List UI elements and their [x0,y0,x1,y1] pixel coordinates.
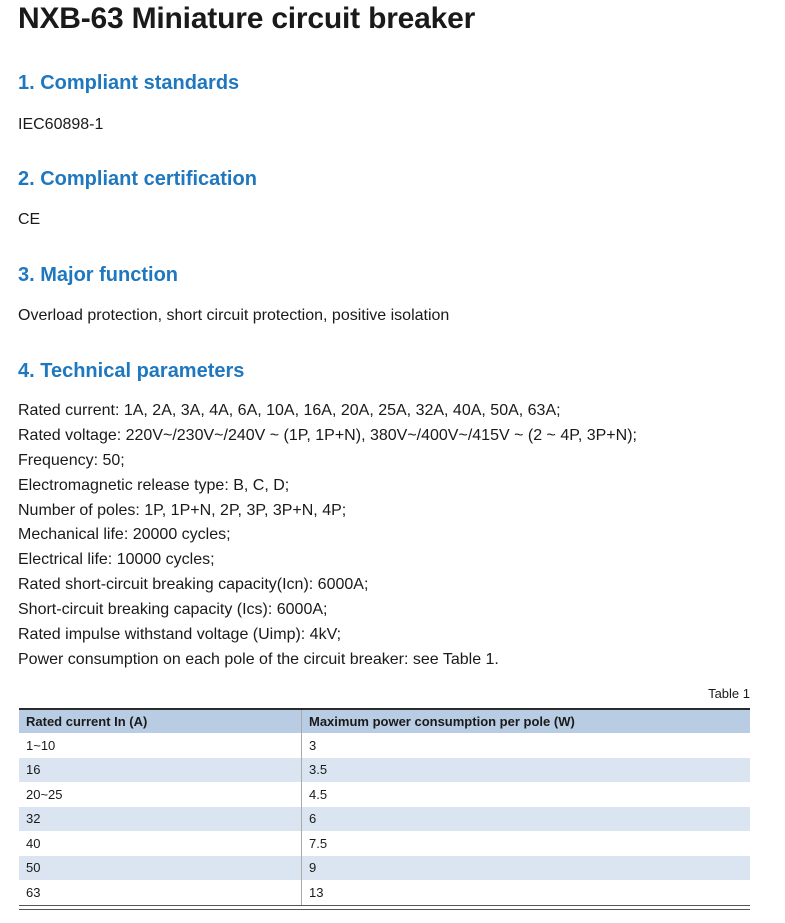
param-release-type: Electromagnetic release type: B, C, D; [18,476,290,494]
table-row [19,807,750,832]
header-max-power: Maximum power consumption per pole (W) [302,709,751,733]
function-text: Overload protection, short circuit protection, positive isolation [18,307,450,324]
cell-power: 3.5 [309,762,328,778]
cell-power: 13 [302,880,751,905]
standards-text: IEC60898-1 [18,116,104,133]
table-row [19,733,750,758]
param-power-consumption: Power consumption on each pole of the circuit breaker: see Table 1. [18,650,499,668]
table-row [19,856,750,881]
table-row [19,880,750,905]
cell-rated-current: 40 [19,831,302,856]
cell-rated-current: 20~25 [19,782,302,807]
header-rated-current: Rated current In (A) [19,709,302,733]
cell-rated-current: 32 [19,807,302,832]
param-electrical-life: Electrical life: 10000 cycles; [18,551,215,569]
table-row [19,782,750,807]
heading-major-function: 3. Major function [18,264,178,286]
table-bottom-rule [19,909,750,910]
param-ics: Short-circuit breaking capacity (Ics): 6000A; [18,601,328,619]
cell-rated-current: 50 [19,856,302,881]
table-row [19,831,750,856]
table-caption: Table 1 [708,686,750,701]
param-mechanical-life: Mechanical life: 20000 cycles; [18,526,231,544]
certification-text: CE [18,211,41,228]
table-header-row [19,709,750,733]
cell-power: 9 [309,860,317,876]
param-icn: Rated short-circuit breaking capacity(Icn): 6000A; [18,576,369,594]
cell-rated-current: 63 [19,880,302,905]
cell-rated-current: 16 [19,758,302,783]
page-title: NXB-63 Miniature circuit breaker [18,2,476,35]
heading-compliant-standards: 1. Compliant standards [18,72,240,94]
parameter-list [18,399,637,673]
param-rated-current: Rated current: 1A, 2A, 3A, 4A, 6A, 10A, 16A, 20A, 25A, 32A, 40A, 50A, 63A; [18,402,561,419]
cell-rated-current: 1~10 [19,733,302,758]
cell-power: 6 [309,811,317,827]
heading-technical-parameters: 4. Technical parameters [18,360,245,382]
table-row [19,758,750,783]
param-frequency: Frequency: 50; [18,451,125,469]
power-consumption-table [19,708,750,906]
param-uimp: Rated impulse withstand voltage (Uimp): 4kV; [18,626,342,644]
cell-power: 3 [309,737,317,753]
heading-compliant-certification: 2. Compliant certification [18,168,257,190]
cell-power: 7.5 [309,835,328,851]
cell-power: 4.5 [309,786,328,802]
param-number-of-poles: Number of poles: 1P, 1P+N, 2P, 3P, 3P+N, 4P; [18,501,347,519]
param-rated-voltage: Rated voltage: 220V~/230V~/240V ~ (1P, 1P+N), 380V~/400V~/415V ~ (2 ~ 4P, 3P+N); [18,426,637,444]
